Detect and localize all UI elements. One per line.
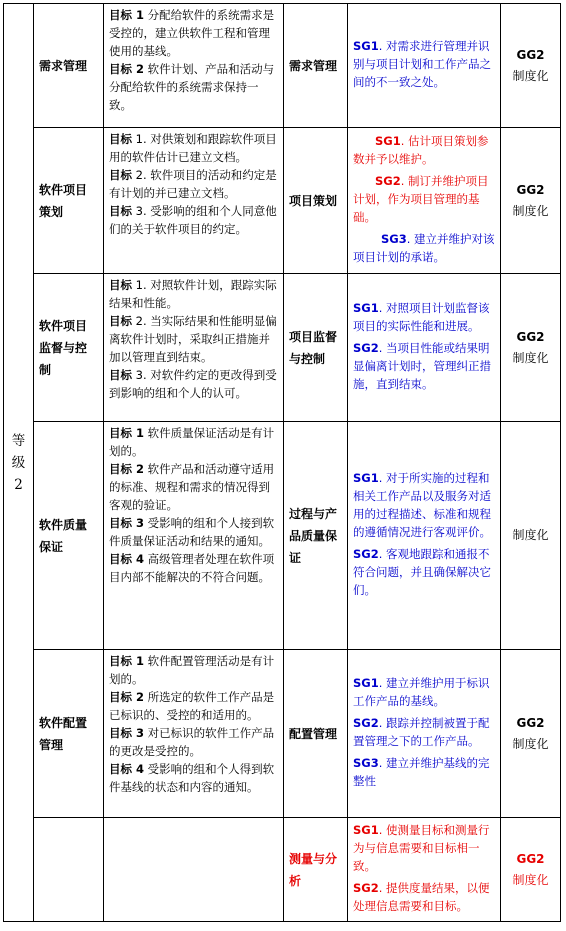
goal-item — [109, 424, 278, 460]
goal-item — [109, 652, 278, 688]
specific-goal-item — [353, 339, 495, 393]
specific-goal-key: SG3 — [381, 231, 407, 246]
generic-goal-code: GG2 — [516, 851, 545, 866]
generic-goal-text: 制度化 — [512, 68, 549, 83]
specific-goal-key: SG1 — [375, 133, 401, 148]
table-row — [4, 818, 561, 922]
kpa-goals-cell — [104, 274, 284, 422]
kpa-goals-cell — [104, 4, 284, 128]
table-row — [4, 422, 561, 650]
specific-goal-key: SG2 — [353, 715, 379, 730]
specific-goal-text: . 对照项目计划监督该项目的实际性能和进展。 — [353, 300, 490, 333]
specific-goal-text: . 估计项目策划参数并予以维护。 — [353, 133, 489, 166]
specific-goal-item — [353, 545, 495, 599]
goal-text: 受影响的组和个人接到软件质量保证活动和结果的通知。 — [109, 516, 275, 548]
specific-goal-text: . 当项目性能或结果明显偏离计划时，管理纠正措施，直到结束。 — [353, 340, 491, 391]
generic-goal-text: 制度化 — [512, 203, 549, 218]
goal-text: 软件产品和活动遵守适用的标准、规程和需求的情况得到客观的验证。 — [109, 462, 275, 512]
specific-goals-cell — [348, 4, 501, 128]
goal-key: 目标 — [109, 368, 132, 382]
generic-goal-cell — [501, 650, 561, 818]
kpa-area-cell: 软件质量保证 — [34, 422, 104, 650]
goal-key: 目标 — [109, 204, 132, 218]
specific-goal-key: SG2 — [353, 880, 379, 895]
specific-goal-key: SG1 — [353, 675, 379, 690]
generic-goal-code: GG2 — [516, 47, 545, 62]
generic-goal-text: 制度化 — [512, 872, 549, 887]
goal-item — [109, 202, 278, 238]
specific-goal-item — [353, 469, 495, 541]
goal-item — [109, 550, 278, 586]
specific-goal-text: . 客观地跟踪和通报不符合问题，并且确保解决它们。 — [353, 546, 491, 597]
goal-text: 软件计划、产品和活动与分配给软件的系统需求保持一致。 — [109, 62, 275, 112]
goal-item — [109, 60, 278, 114]
goal-key: 目标 3 — [109, 726, 145, 740]
table-row — [4, 4, 561, 128]
process-area-cell: 项目监督与控制 — [284, 274, 348, 422]
specific-goal-text: . 对于所实施的过程和相关工作产品以及服务对适用的过程描述、标准和规程的遵循情况进行客观评价。 — [353, 470, 491, 539]
goal-key: 目标 2 — [109, 462, 145, 476]
goal-text: 分配给软件的系统需求是受控的，建立供软件工程和管理使用的基线。 — [109, 8, 275, 58]
kpa-area-cell: 软件项目策划 — [34, 128, 104, 274]
goal-item — [109, 366, 278, 402]
table-row — [4, 128, 561, 274]
goal-key: 目标 — [109, 314, 132, 328]
goal-text: 1. 对照软件计划，跟踪实际结果和性能。 — [109, 278, 277, 310]
process-area-cell: 测量与分析 — [284, 818, 348, 922]
specific-goals-cell — [348, 818, 501, 922]
goal-item — [109, 130, 278, 166]
specific-goal-item — [353, 674, 495, 710]
goal-key: 目标 1 — [109, 654, 145, 668]
specific-goal-text: . 建立并维护基线的完整性 — [353, 755, 490, 788]
generic-goal-text: 制度化 — [512, 736, 549, 751]
specific-goal-text: . 提供度量结果，以便处理信息需要和目标。 — [353, 880, 490, 913]
generic-goal-code: GG2 — [516, 715, 545, 730]
goal-item — [109, 688, 278, 724]
goal-item — [109, 6, 278, 60]
specific-goal-key: SG2 — [375, 173, 401, 188]
specific-goals-cell — [348, 650, 501, 818]
goal-item — [109, 760, 278, 796]
specific-goal-key: SG1 — [353, 300, 379, 315]
specific-goal-key: SG1 — [353, 38, 379, 53]
goal-text: 对已标识的软件工作产品的更改是受控的。 — [109, 726, 275, 758]
kpa-goals-cell — [104, 128, 284, 274]
specific-goal-text: . 跟踪并控制被置于配置管理之下的工作产品。 — [353, 715, 490, 748]
specific-goal-item — [353, 37, 495, 91]
generic-goal-cell — [501, 128, 561, 274]
specific-goal-text: . 建立并维护用于标识工作产品的基线。 — [353, 675, 490, 708]
kpa-area-cell: 需求管理 — [34, 4, 104, 128]
kpa-area-cell — [34, 818, 104, 922]
goal-text: 软件质量保证活动是有计划的。 — [109, 426, 275, 458]
kpa-goals-cell — [104, 422, 284, 650]
generic-goal-text: 制度化 — [512, 350, 549, 365]
goal-text: 2. 软件项目的活动和约定是有计划的并已建立文档。 — [109, 168, 277, 200]
goal-text: 受影响的组和个人得到软件基线的状态和内容的通知。 — [109, 762, 275, 794]
specific-goal-item — [353, 172, 495, 226]
goal-key: 目标 — [109, 278, 132, 292]
process-area-cell: 项目策划 — [284, 128, 348, 274]
goal-key: 目标 2 — [109, 62, 145, 76]
specific-goal-key: SG2 — [353, 340, 379, 355]
goal-item — [109, 724, 278, 760]
kpa-goals-cell — [104, 818, 284, 922]
generic-goal-cell — [501, 4, 561, 128]
specific-goal-item — [353, 132, 495, 168]
kpa-goals-cell — [104, 650, 284, 818]
generic-goal-cell — [501, 818, 561, 922]
goal-text: 软件配置管理活动是有计划的。 — [109, 654, 275, 686]
goal-text: 高级管理者处理在软件项目内部不能解决的不符合问题。 — [109, 552, 275, 584]
goal-key: 目标 1 — [109, 426, 145, 440]
goal-key: 目标 2 — [109, 690, 145, 704]
generic-goal-cell — [501, 422, 561, 650]
level-label: 等级2 — [11, 432, 26, 493]
generic-goal-cell — [501, 274, 561, 422]
goal-key: 目标 4 — [109, 762, 145, 776]
goal-text: 3. 对软件约定的更改得到受到影响的组和个人的认可。 — [109, 368, 277, 400]
process-area-cell: 配置管理 — [284, 650, 348, 818]
specific-goal-text: . 使测量目标和测量行为与信息需要和目标相一致。 — [353, 822, 490, 873]
goal-text: 2. 当实际结果和性能明显偏离软件计划时，采取纠正措施并加以管理直到结束。 — [109, 314, 277, 364]
goal-key: 目标 3 — [109, 516, 145, 530]
specific-goal-text: . 建立并维护对该项目计划的承诺。 — [353, 231, 495, 264]
specific-goals-cell — [348, 128, 501, 274]
specific-goal-text: . 对需求进行管理并识别与项目计划和工作产品之间的不一致之处。 — [353, 38, 491, 89]
specific-goal-text: . 制订并维护项目计划，作为项目管理的基础。 — [353, 173, 489, 224]
specific-goal-item — [353, 821, 495, 875]
goal-key: 目标 — [109, 132, 132, 146]
specific-goal-item — [353, 754, 495, 790]
specific-goal-item — [353, 714, 495, 750]
comparison-table — [3, 3, 561, 922]
goal-item — [109, 514, 278, 550]
goal-text: 所选定的软件工作产品是已标识的、受控的和适用的。 — [109, 690, 275, 722]
goal-key: 目标 — [109, 168, 132, 182]
specific-goal-item — [353, 299, 495, 335]
process-area-cell: 过程与产品质量保证 — [284, 422, 348, 650]
table-row — [4, 650, 561, 818]
goal-item — [109, 166, 278, 202]
generic-goal-code: GG2 — [516, 182, 545, 197]
specific-goal-item — [353, 230, 495, 266]
specific-goal-key: SG3 — [353, 755, 379, 770]
goal-text: 1. 对供策划和跟踪软件项目用的软件估计已建立文档。 — [109, 132, 277, 164]
specific-goal-item — [353, 879, 495, 915]
goal-key: 目标 4 — [109, 552, 145, 566]
table-row — [4, 274, 561, 422]
specific-goal-key: SG1 — [353, 822, 379, 837]
kpa-area-cell: 软件项目监督与控制 — [34, 274, 104, 422]
specific-goals-cell — [348, 274, 501, 422]
kpa-area-cell: 软件配置管理 — [34, 650, 104, 818]
specific-goals-cell — [348, 422, 501, 650]
goal-key: 目标 1 — [109, 8, 145, 22]
goal-text: 3. 受影响的组和个人同意他们的关于软件项目的约定。 — [109, 204, 277, 236]
specific-goal-key: SG2 — [353, 546, 379, 561]
specific-goal-key: SG1 — [353, 470, 379, 485]
goal-item — [109, 460, 278, 514]
goal-item — [109, 276, 278, 312]
process-area-cell: 需求管理 — [284, 4, 348, 128]
generic-goal-text: 制度化 — [512, 528, 549, 542]
maturity-level-cell — [4, 4, 34, 922]
generic-goal-code: GG2 — [516, 329, 545, 344]
goal-item — [109, 312, 278, 366]
